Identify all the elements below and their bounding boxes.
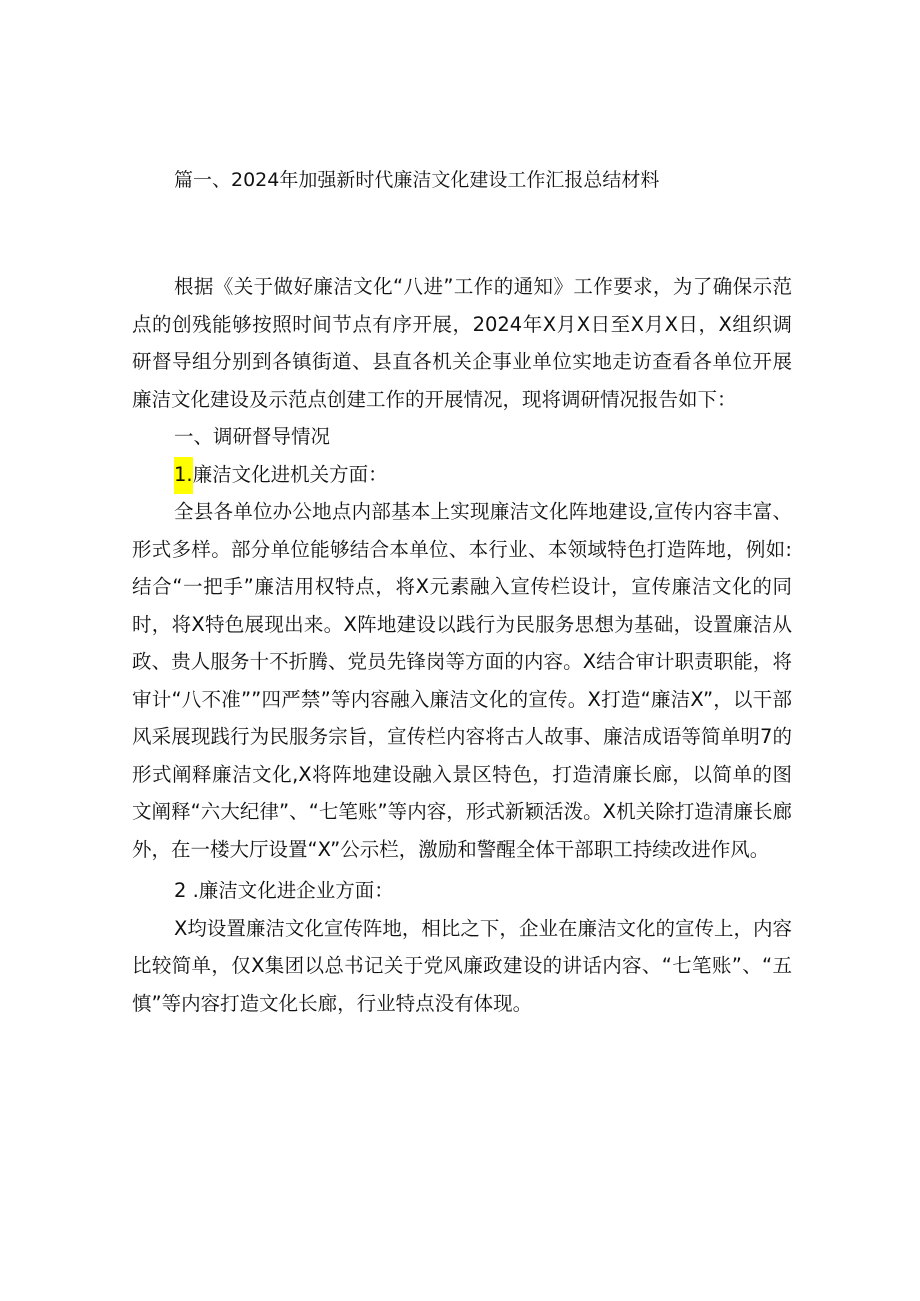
item2-paragraph: X均设置廉洁文化宣传阵地，相比之下，企业在廉洁文化的宣传上，内容比较简单，仅X集团以总书记关于党风廉政建设的讲话内容、“七笔账”、“五慎”等内容打造文化长廊，行业特点没有体现。 <box>132 916 792 1015</box>
item1-paragraph: 全县各单位办公地点内部基本上实现廉洁文化阵地建设,宣传内容丰富、形式多样。部分单位能够结合本单位、本行业、本领域特色打造阵地，例如:结合“一把手”廉洁用权特点，将X元素融入宣传栏设计，宣传廉洁文化的同时，将X特色展现出来。X阵地建设以践行为民服务思想为基础，设置廉洁从政、贵人服务十不折腾、党员先锋岗等方面的内容。X结合审计职责职能，将审计“八不准””四严禁”等内容融入廉洁文化的宣传。X打造“廉洁X”，以干部风采展现践行为民服务宗旨，宣传栏内容将古人故事、廉洁成语等简单明7的形式阐释廉洁文化,X将阵地建设融入景区特色，打造清廉长廊，以简单的图文阐释“六大纪律”、“七笔账”等内容，形式新颖活泼。X机关除打造清廉长廊外，在一楼大厅设置“X”公示栏，激励和警醒全体干部职工持续改进作风。 <box>132 500 792 861</box>
item1-heading-line <box>132 456 792 494</box>
section-heading: 一、调研督导情况 <box>174 425 331 448</box>
intro-paragraph: 根据《关于做好廉洁文化“八进”工作的通知》工作要求，为了确保示范点的创残能够按照时间节点有序开展，2024年X月X日至X月X日，X组织调研督导组分别到各镇街道、县直各机关企事业单位实地走访查看各单位开展廉洁文化建设及示范点创建工作的开展情况，现将调研情况报告如下： <box>132 275 792 411</box>
item1-heading: 廉洁文化进机关方面： <box>192 462 388 486</box>
highlighted-number: 1. <box>174 457 193 494</box>
document-body <box>132 268 792 1022</box>
item2-heading: 2 .廉洁文化进企业方面： <box>174 879 394 902</box>
document-title: 篇一、2024年加强新时代廉洁文化建设工作汇报总结材料 <box>174 169 660 191</box>
